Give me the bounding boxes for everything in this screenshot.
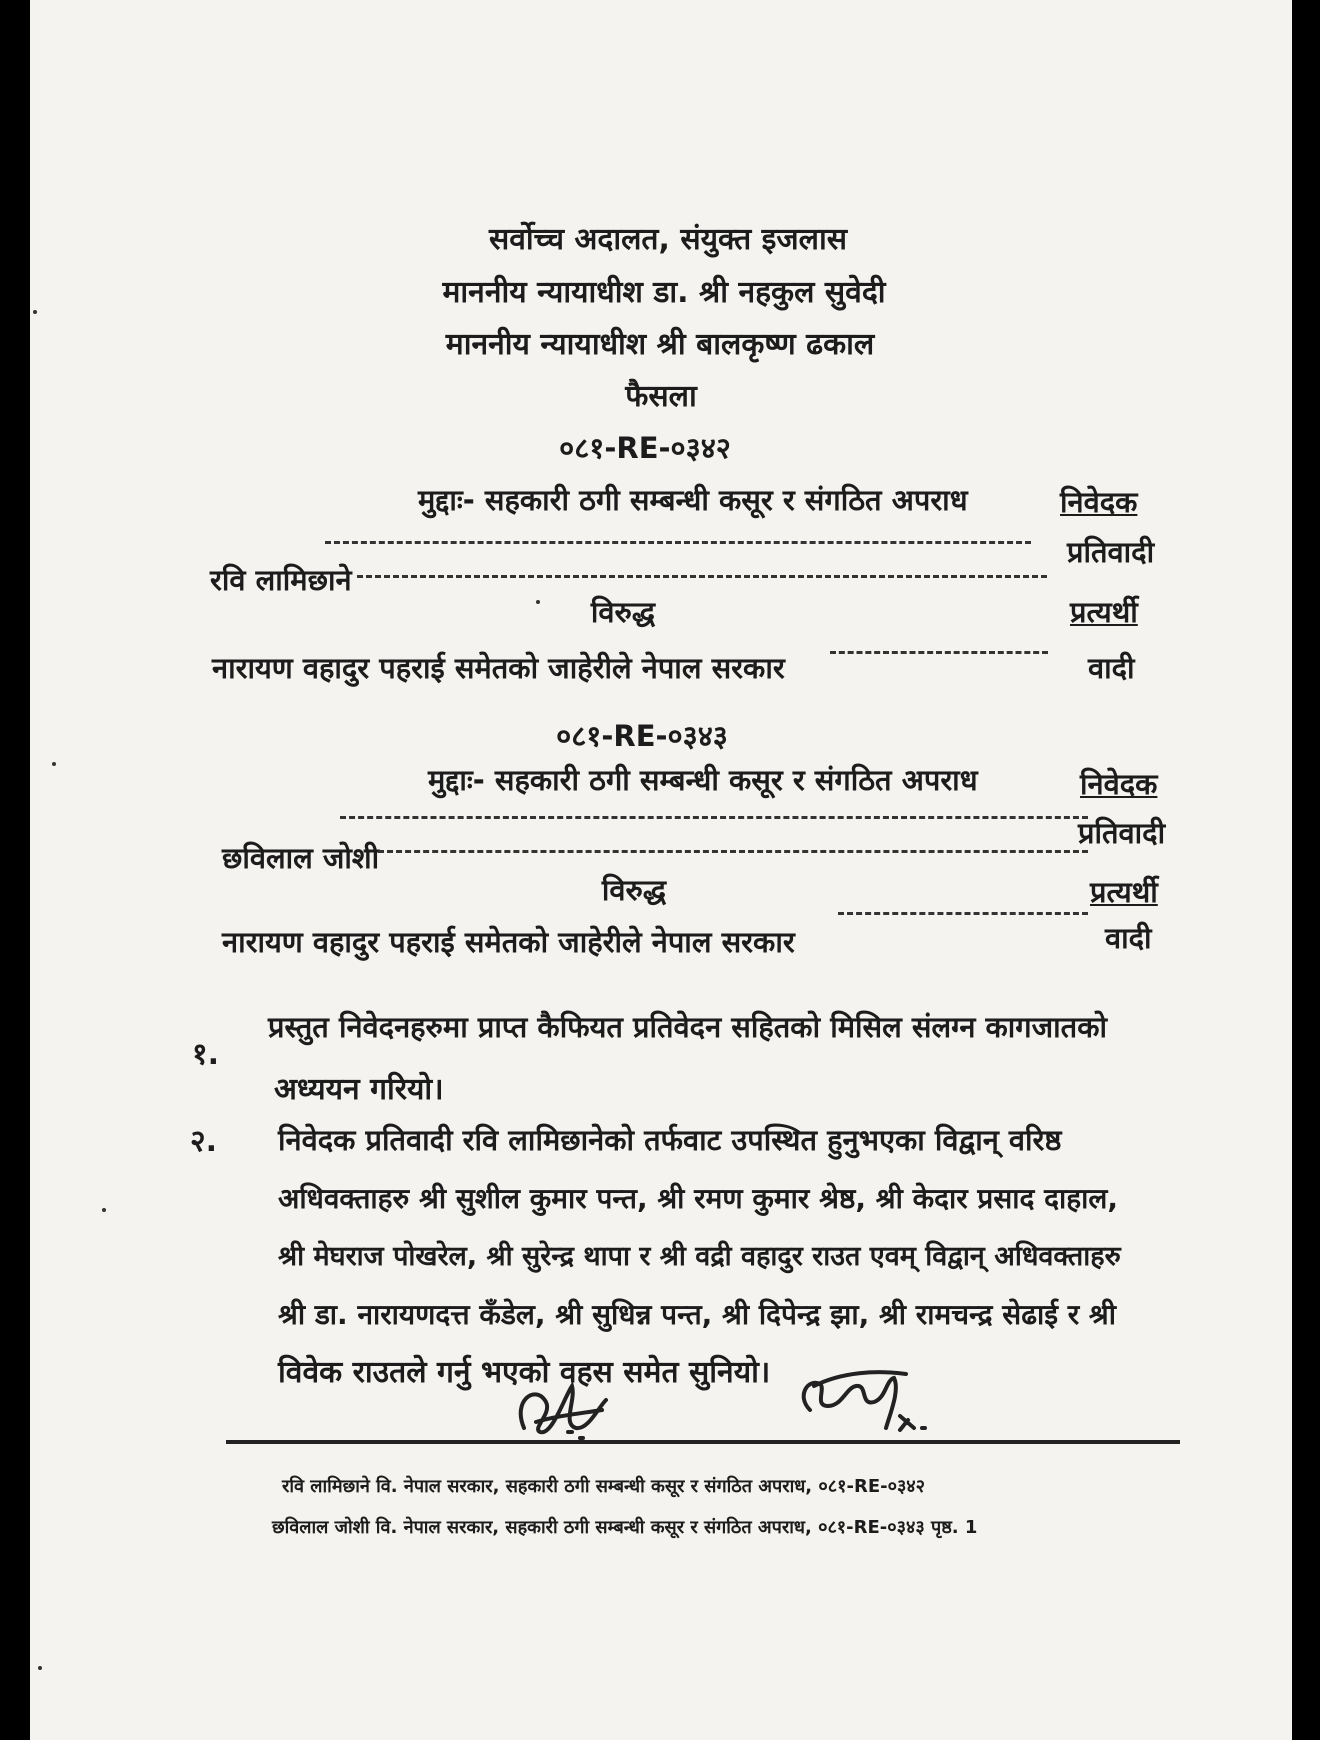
dotted-leader [830,651,1048,654]
role-defendant-1: प्रतिवादी [1067,535,1155,569]
judge-1: माननीय न्यायाधीश डा. श्री नहकुल सुवेदी [442,275,886,310]
judge-2: माननीय न्यायाधीश श्री बालकृष्ण ढकाल [445,327,875,362]
scan-speck [38,1666,42,1670]
document-type: फैसला [625,379,697,414]
case-number-1: ०८१-RE-०३४२ [559,431,731,465]
signature-2 [790,1362,930,1444]
document-page: सर्वोच्च अदालत, संयुक्त इजलास माननीय न्यायाधीश डा. श्री नहकुल सुवेदी माननीय न्यायाधीश श्री बालकृष्ण ढकाल फैसला ०८१-RE-०३४२ मुद्दाः- सहकारी ठगी सम्बन्धी कसूर र संगठित अपराध निवेदक प्रतिवादी रवि लामिछाने विरुद्ध प्रत्यर्थी नारायण वहादुर पहराई समेतको जाहेरीले नेपाल सरकार वादी ०८१-RE-०३४३ मुद्दाः- सहकारी ठगी सम्बन्धी कसूर र संगठित अपराध निवेदक प्रतिवादी छविलाल जोशी विरुद्ध प्रत्यर्थी नारायण वहादुर पहराई समेतको जाहेरीले नेपाल सरकार वादी १. प्रस्तुत निवेदनहरुमा प्राप्त कैफियत प्रतिवेदन सहितको मिसिल संलग्न कागजातको अध्ययन गरियो। २. निवेदक प्रतिवादी रवि लामिछानेको तर्फवाट उपस्थित हुनुभएका विद्वान् वरिष्ठ अधिवक्ताहरु श्री सुशील कुमार पन्त, श्री रमण कुमार श्रेष्ठ, श्री केदार प्रसाद दाहाल, श्री मेघराज पोखरेल, श्री सुरेन्द्र थापा र श्री वद्री वहादुर राउत एवम् विद्वान् अधिवक्ताहरु श्री डा. नारायणदत्त कँडेल, श्री सुधिन्न पन्त, श्री दिपेन्द्र झा, श्री रामचन्द्र सेढाई र श्री विवेक राउतले गर्नु भएको वहस समेत सुनियो। रवि लामिछाने वि. नेपाल सरकार, सहकारी ठगी सम्बन्धी कसूर र संगठित अपराध, ०८१-RE-०३४२ छविलाल जोशी वि. नेपाल सरकार, सहकारी ठगी सम्बन्धी कसूर र संगठित अपराध, ०८१-RE-०३४३ पृष्ठ. 1 [30,0,1292,1740]
dotted-leader [357,575,1047,578]
versus-1: विरुद्ध [590,595,656,629]
case-subject-2: मुद्दाः- सहकारी ठगी सम्बन्धी कसूर र संगठित अपराध [428,763,978,797]
role-defendant-2: प्रतिवादी [1078,816,1166,850]
footer-line-1: रवि लामिछाने वि. नेपाल सरकार, सहकारी ठगी सम्बन्धी कसूर र संगठित अपराध, ०८१-RE-०३४२ [282,1476,926,1497]
role-respondent-2: प्रत्यर्थी [1090,875,1158,909]
role-petitioner-2: निवेदक [1080,767,1158,801]
party-a-2: छविलाल जोशी [222,841,380,875]
role-plaintiff-1: वादी [1088,651,1135,685]
case-number-2: ०८१-RE-०३४३ [556,719,728,753]
party-a-1: रवि लामिछाने [210,563,352,597]
footer-line-2: छविलाल जोशी वि. नेपाल सरकार, सहकारी ठगी सम्बन्धी कसूर र संगठित अपराध, ०८१-RE-०३४३ पृष्ठ. 1 [272,1517,978,1538]
role-petitioner-1: निवेदक [1060,485,1138,519]
footer-divider [226,1440,1180,1444]
role-respondent-1: प्रत्यर्थी [1070,595,1138,629]
dotted-leader [378,850,1088,853]
party-b-1: नारायण वहादुर पहराई समेतको जाहेरीले नेपाल सरकार [212,651,785,685]
scan-speck [33,310,37,314]
scan-speck [536,600,540,604]
court-name: सर्वोच्च अदालत, संयुक्त इजलास [488,222,848,257]
case-subject-1: मुद्दाः- सहकारी ठगी सम्बन्धी कसूर र संगठित अपराध [418,483,968,517]
scan-speck [102,1208,106,1212]
role-plaintiff-2: वादी [1105,921,1152,955]
versus-2: विरुद्ध [601,873,667,907]
dotted-leader [340,816,1088,819]
dotted-leader [325,541,1031,544]
dotted-leader [838,912,1088,915]
signature-1 [506,1370,616,1450]
scan-speck [52,762,56,766]
party-b-2: नारायण वहादुर पहराई समेतको जाहेरीले नेपाल सरकार [222,925,795,959]
